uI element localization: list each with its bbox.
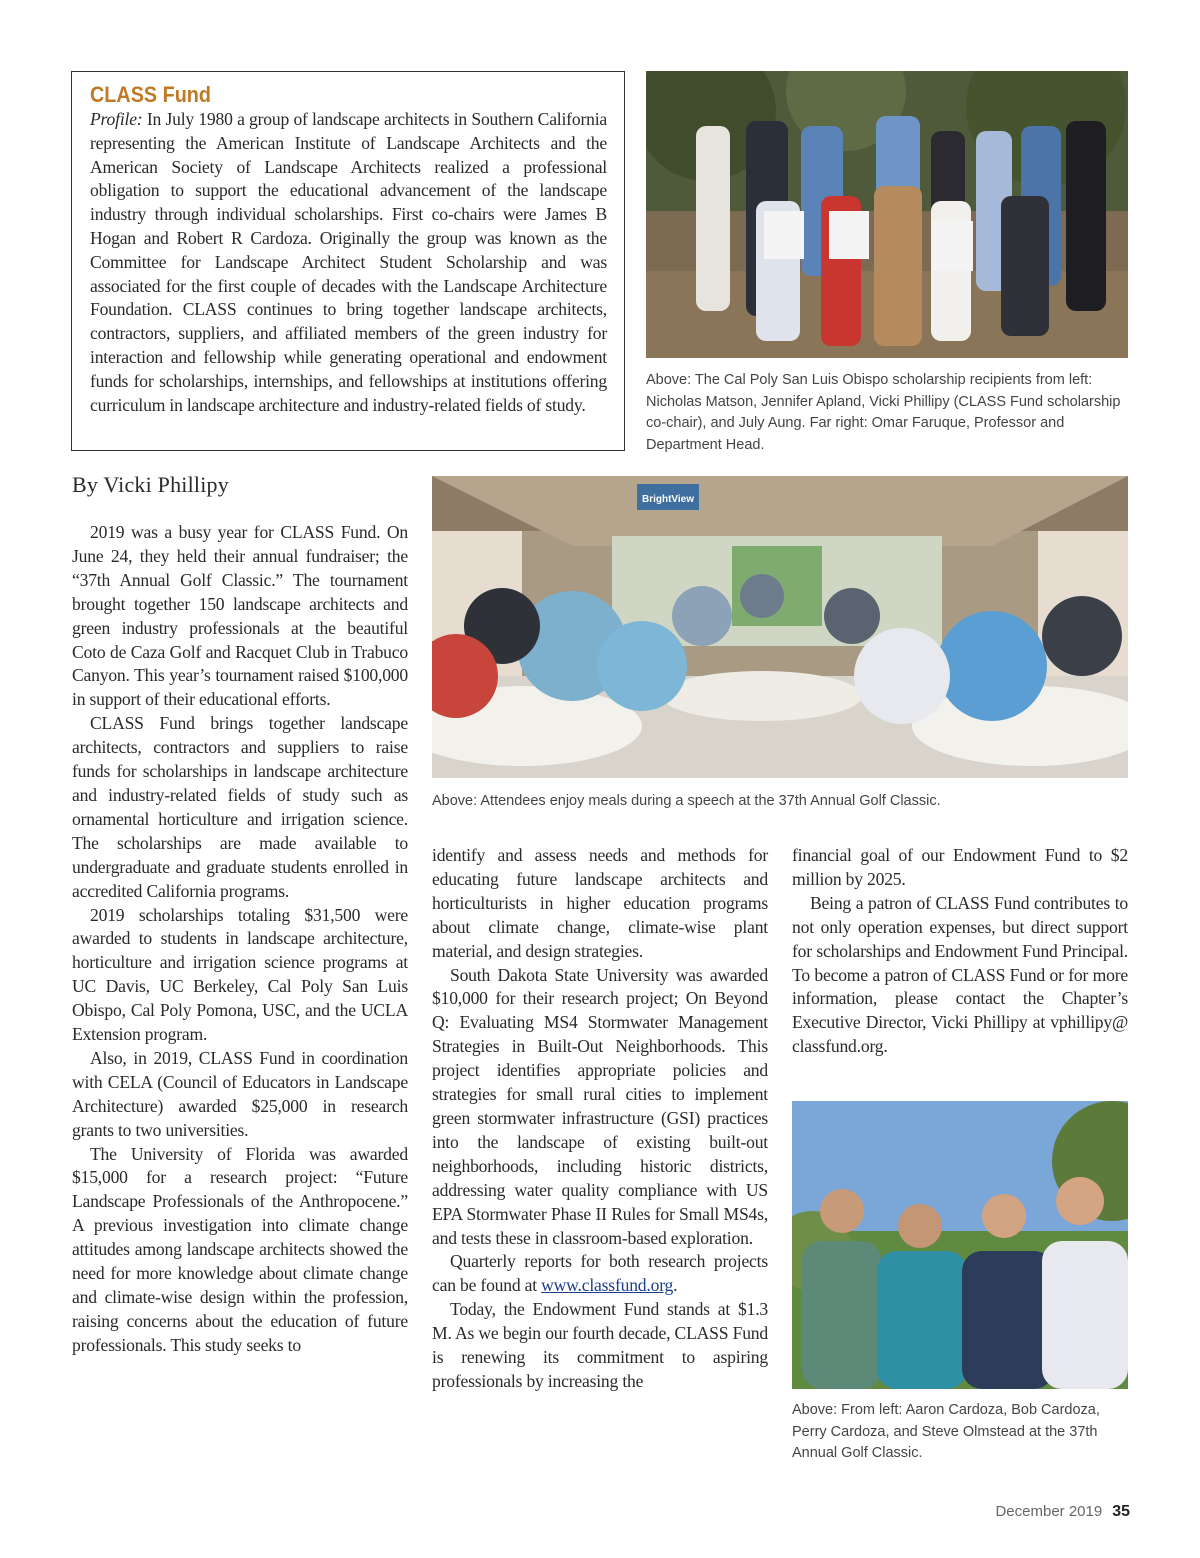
profile-label: Profile: [90, 109, 143, 129]
article-paragraph-continued: identify and assess needs and methods for educating future landscape architects and horticulturists in higher education programs about climate change, climate-wise plant material, and design strategies. [432, 845, 768, 961]
banner-text: BrightView [641, 494, 695, 505]
reports-end: . [673, 1275, 678, 1296]
article-paragraph: The University of Florida was awarded $15,000 for a research project: “Future Landscape Professionals of the Anthropocene.” A previous investigation into climate change attitudes among landscape architects showed the need for more knowledge about climate change and climate-wise design within the profession, raising concerns about the education of future professionals. This study seeks to [72, 1143, 408, 1355]
profile-box [71, 71, 625, 451]
caption-banquet: Above: Attendees enjoy meals during a speech at the 37th Annual Golf Classic. [432, 793, 941, 809]
article-paragraph: Being a patron of CLASS Fund contributes to not only operation expenses, but direct support for scholarships and Endowment Fund Principal. To become a patron of CLASS Fund or for more information, please contact the Chapter’s Executive Director, Vicki Phillipy at vphillipy@ classfund.org. [792, 892, 1128, 1057]
article-column-1 [72, 521, 408, 1358]
caption-golfers: Above: From left: Aaron Cardoza, Bob Cardoza, Perry Cardoza, and Steve Olmstead at the 37th Annual Golf Classic. [792, 1402, 1100, 1461]
reports-text: Quarterly reports for both research projects can be found at [432, 1251, 768, 1296]
article-paragraph: Today, the Endowment Fund stands at $1.3 M. As we begin our fourth decade, CLASS Fund is renewing its commitment to aspiring professionals by increasing the [432, 1299, 768, 1391]
article-paragraph: CLASS Fund brings together landscape architects, contractors and suppliers to raise funds for scholarships in landscape architecture and industry-related fields of study such as ornamental horticulture and irrigation science. The scholarships are made available to undergraduate and graduate students enrolled in accredited California programs. [72, 713, 408, 901]
article-paragraph-continued: financial goal of our Endowment Fund to $2 million by 2025. [792, 845, 1128, 889]
article-paragraph [432, 1250, 768, 1298]
page-number: 35 [1112, 1503, 1130, 1520]
photo-golfers [792, 1101, 1128, 1389]
article-paragraph: South Dakota State University was awarded $10,000 for their research project; On Beyond Q: Evaluating MS4 Stormwater Management Strategies in Built-Out Neighborhoods. This project identifies appropriate policies and strategies for small rural cities to implement green stormwater infrastructure (GSI) practices into the landscape of existing built-out neighborhoods, including historic districts, addressing water quality compliance with US EPA Stormwater Phase II Rules for Small MS4s, and tests these in classroom-based exploration. [432, 964, 768, 1248]
profile-title: CLASS Fund [90, 82, 211, 107]
article-paragraph: Also, in 2019, CLASS Fund in coordination with CELA (Council of Educators in Landscape Architecture) awarded $25,000 in research grants to two universities. [72, 1047, 408, 1140]
issue-date: December 2019 [995, 1503, 1103, 1520]
article-paragraph: 2019 was a busy year for CLASS Fund. On June 24, they held their annual fundraiser; the “37th Annual Golf Classic.” The tournament brought together 150 landscape architects and green industry professionals at the beautiful Coto de Caza Golf and Racquet Club in Trabuco Canyon. This year’s tournament raised $100,000 in support of their educational efforts. [72, 522, 408, 710]
article-paragraph: 2019 scholarships totaling $31,500 were awarded to students in landscape architecture, horticulture and irrigation science programs at UC Davis, UC Berkeley, Cal Poly San Luis Obispo, Cal Poly Pomona, USC, and the UCLA Extension program. [72, 904, 408, 1045]
article-column-2 [432, 844, 768, 1394]
classfund-link[interactable]: www.classfund.org [541, 1275, 674, 1296]
photo-scholarship-recipients [646, 71, 1128, 358]
profile-body: In July 1980 a group of landscape architects in Southern California representing the American Institute of Landscape Architects and the American Society of Landscape Architects realized a professional obligation to support the educational advancement of the landscape industry through individual scholarships. First co-chairs were James B Hogan and Robert R Cardoza. Originally the group was known as the Committee for Landscape Architect Student Scholarship and was associated for the first couple of decades with the Landscape Architecture Foundation. CLASS continues to bring together landscape architects, contractors, suppliers, and affiliated members of the green industry for interaction and fellowship while generating operational and endowment funds for scholarships, internships, and fellowships at institutions offering curriculum in landscape architecture and industry-related fields of study. [90, 109, 607, 415]
page-footer [980, 1503, 1130, 1521]
byline: By Vicki Phillipy [72, 472, 229, 497]
caption-scholarship-recipients: Above: The Cal Poly San Luis Obispo scholarship recipients from left: Nicholas Matson, Jennifer Apland, Vicki Phillipy (CLASS Fund scholarship co-chair), and July Aung. Far right: Omar Faruque, Professor and Department Head. [646, 372, 1121, 453]
photo-banquet [432, 476, 1128, 778]
profile-text [90, 108, 607, 417]
article-column-3 [792, 844, 1128, 1059]
